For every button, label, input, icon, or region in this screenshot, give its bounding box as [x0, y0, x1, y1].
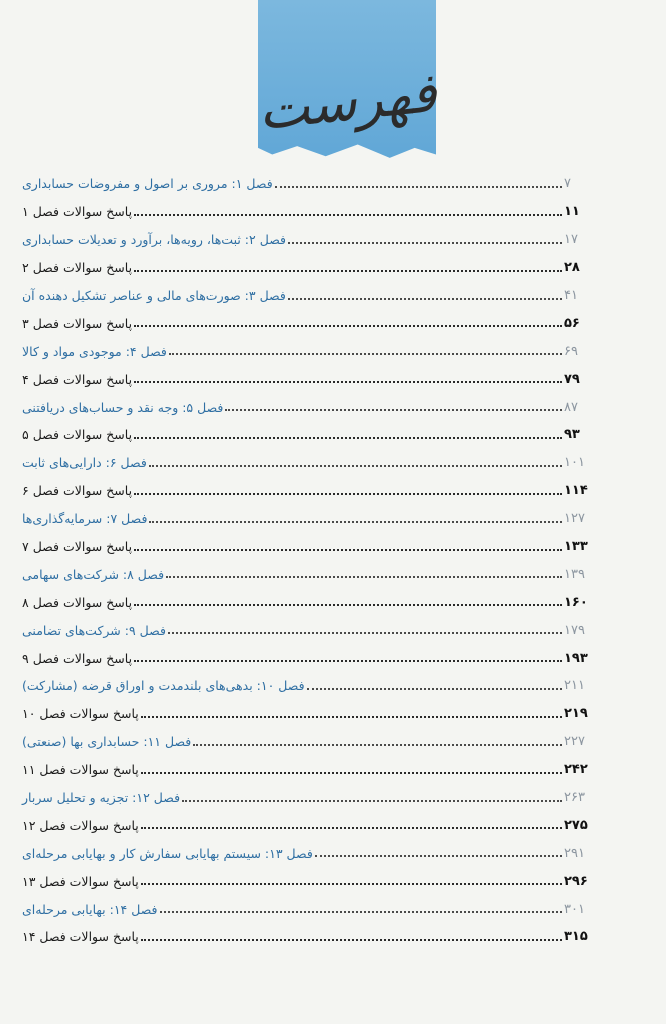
toc-page-number: ۱۹۳	[564, 650, 588, 666]
table-of-contents	[20, 170, 600, 951]
toc-entry-title: فصل ۱۳: سیستم بهایابی سفارش کار و بهایابی مرحله‌ای	[22, 845, 313, 861]
dot-leader	[134, 214, 562, 216]
dot-leader	[134, 604, 562, 606]
dot-leader	[134, 381, 562, 383]
toc-entry-title: پاسخ سوالات فصل ۱	[22, 204, 133, 220]
toc-answer-row[interactable]	[20, 811, 600, 839]
toc-chapter-row[interactable]	[20, 895, 600, 923]
toc-entry-title: فصل ۱: مروری بر اصول و مفروضات حسابداری	[22, 176, 273, 192]
dot-leader	[182, 800, 562, 802]
toc-chapter-row[interactable]	[20, 839, 600, 867]
dot-leader	[169, 353, 562, 355]
toc-page-number: ۸۷	[564, 399, 578, 415]
dot-leader	[307, 688, 562, 690]
toc-entry-title: پاسخ سوالات فصل ۵	[22, 427, 133, 443]
toc-answer-row[interactable]	[20, 365, 600, 393]
toc-page-number: ۲۴۲	[564, 762, 588, 778]
toc-entry-title: پاسخ سوالات فصل ۹	[22, 650, 133, 666]
toc-answer-row[interactable]	[20, 477, 600, 505]
toc-entry-title: فصل ۹: شرکت‌های تضامنی	[22, 622, 166, 638]
toc-chapter-row[interactable]	[20, 560, 600, 588]
dot-leader	[141, 772, 562, 774]
toc-answer-row[interactable]	[20, 588, 600, 616]
toc-page-number: ۱۶۰	[564, 594, 588, 610]
toc-page-number: ۲۹۱	[564, 845, 585, 861]
toc-entry-title: پاسخ سوالات فصل ۱۴	[22, 929, 139, 945]
toc-entry-title: فصل ۴: موجودی مواد و کالا	[22, 343, 167, 359]
toc-page-number: ۱۳۳	[564, 539, 588, 555]
toc-page-number: ۲۱۹	[564, 706, 588, 722]
toc-entry-title: فصل ۱۰: بدهی‌های بلندمدت و اوراق قرضه (مشارکت)	[22, 678, 305, 694]
toc-entry-title: پاسخ سوالات فصل ۶	[22, 483, 133, 499]
dot-leader	[193, 744, 562, 746]
toc-answer-row[interactable]	[20, 309, 600, 337]
toc-answer-row[interactable]	[20, 644, 600, 672]
toc-entry-title: پاسخ سوالات فصل ۷	[22, 539, 133, 555]
toc-page-number: ۲۹۶	[564, 873, 588, 889]
toc-page-number: ۱۲۷	[564, 511, 585, 527]
toc-entry-title: پاسخ سوالات فصل ۱۰	[22, 706, 139, 722]
toc-chapter-row[interactable]	[20, 393, 600, 421]
toc-page-number: ۱۱	[564, 204, 580, 220]
toc-page-number: ۲۱۱	[564, 678, 585, 694]
toc-page-number: ۱۳۹	[564, 566, 585, 582]
toc-entry-title: فصل ۱۴: بهایابی مرحله‌ای	[22, 901, 158, 917]
dot-leader	[160, 911, 562, 913]
dot-leader	[288, 242, 562, 244]
toc-chapter-row[interactable]	[20, 505, 600, 533]
dot-leader	[149, 465, 562, 467]
dot-leader	[315, 855, 562, 857]
toc-answer-row[interactable]	[20, 923, 600, 951]
toc-entry-title: پاسخ سوالات فصل ۸	[22, 594, 133, 610]
toc-chapter-row[interactable]	[20, 226, 600, 254]
toc-answer-row[interactable]	[20, 421, 600, 449]
toc-entry-title: فصل ۶: دارایی‌های ثابت	[22, 455, 147, 471]
dot-leader	[275, 186, 562, 188]
toc-entry-title: پاسخ سوالات فصل ۱۲	[22, 817, 139, 833]
toc-entry-title: فصل ۷: سرمایه‌گذاری‌ها	[22, 511, 148, 527]
dot-leader	[141, 827, 562, 829]
toc-answer-row[interactable]	[20, 254, 600, 282]
toc-chapter-row[interactable]	[20, 449, 600, 477]
toc-entry-title: فصل ۵: وجه نقد و حساب‌های دریافتنی	[22, 399, 224, 415]
toc-entry-title: پاسخ سوالات فصل ۱۳	[22, 873, 139, 889]
toc-page-number: ۷	[564, 176, 571, 192]
toc-entry-title: فصل ۸: شرکت‌های سهامی	[22, 566, 165, 582]
toc-page-number: ۱۰۱	[564, 455, 585, 471]
dot-leader	[168, 632, 562, 634]
dot-leader	[134, 660, 562, 662]
toc-answer-row[interactable]	[20, 198, 600, 226]
dot-leader	[134, 437, 562, 439]
page-title: فهرست	[255, 60, 440, 143]
toc-entry-title: پاسخ سوالات فصل ۳	[22, 315, 133, 331]
toc-entry-title: فصل ۱۲: تجزیه و تحلیل سربار	[22, 790, 181, 806]
toc-page-number: ۲۲۷	[564, 734, 585, 750]
dot-leader	[149, 521, 562, 523]
toc-page-number: ۳۰۱	[564, 901, 585, 917]
dot-leader	[141, 716, 562, 718]
dot-leader	[288, 298, 562, 300]
toc-page-number: ۱۷۹	[564, 622, 585, 638]
toc-page-number: ۶۹	[564, 343, 578, 359]
toc-page-number: ۲۸	[564, 260, 580, 276]
toc-entry-title: فصل ۱۱: حسابداری بها (صنعتی)	[22, 734, 192, 750]
dot-leader	[134, 493, 562, 495]
toc-chapter-row[interactable]	[20, 784, 600, 812]
toc-chapter-row[interactable]	[20, 728, 600, 756]
toc-chapter-row[interactable]	[20, 672, 600, 700]
toc-chapter-row[interactable]	[20, 170, 600, 198]
toc-chapter-row[interactable]	[20, 337, 600, 365]
toc-answer-row[interactable]	[20, 533, 600, 561]
toc-page-number: ۳۱۵	[564, 929, 588, 945]
toc-page-number: ۱۷	[564, 232, 578, 248]
toc-page-number: ۵۶	[564, 315, 580, 331]
toc-page-number: ۴۱	[564, 288, 578, 303]
dot-leader	[134, 549, 562, 551]
toc-answer-row[interactable]	[20, 867, 600, 895]
dot-leader	[141, 939, 562, 941]
toc-page-number: ۲۶۳	[564, 790, 585, 806]
toc-entry-title: پاسخ سوالات فصل ۱۱	[22, 762, 139, 778]
dot-leader	[225, 409, 562, 411]
toc-page-number: ۷۹	[564, 371, 580, 387]
toc-entry-title: فصل ۲: ثبت‌ها، رویه‌ها، برآورد و تعدیلات حسابداری	[22, 232, 287, 248]
toc-chapter-row[interactable]	[20, 616, 600, 644]
toc-page-number: ۱۱۴	[564, 483, 588, 499]
toc-entry-title: پاسخ سوالات فصل ۴	[22, 371, 133, 387]
toc-answer-row[interactable]	[20, 756, 600, 784]
toc-entry-title: پاسخ سوالات فصل ۲	[22, 260, 133, 276]
toc-page-number: ۹۳	[564, 427, 580, 443]
dot-leader	[141, 883, 562, 885]
dot-leader	[134, 270, 562, 272]
toc-chapter-row[interactable]	[20, 282, 600, 310]
toc-answer-row[interactable]	[20, 700, 600, 728]
dot-leader	[166, 576, 562, 578]
dot-leader	[134, 325, 562, 327]
toc-entry-title: فصل ۳: صورت‌های مالی و عناصر تشکیل دهنده آن	[22, 288, 286, 303]
toc-page-number: ۲۷۵	[564, 817, 588, 833]
